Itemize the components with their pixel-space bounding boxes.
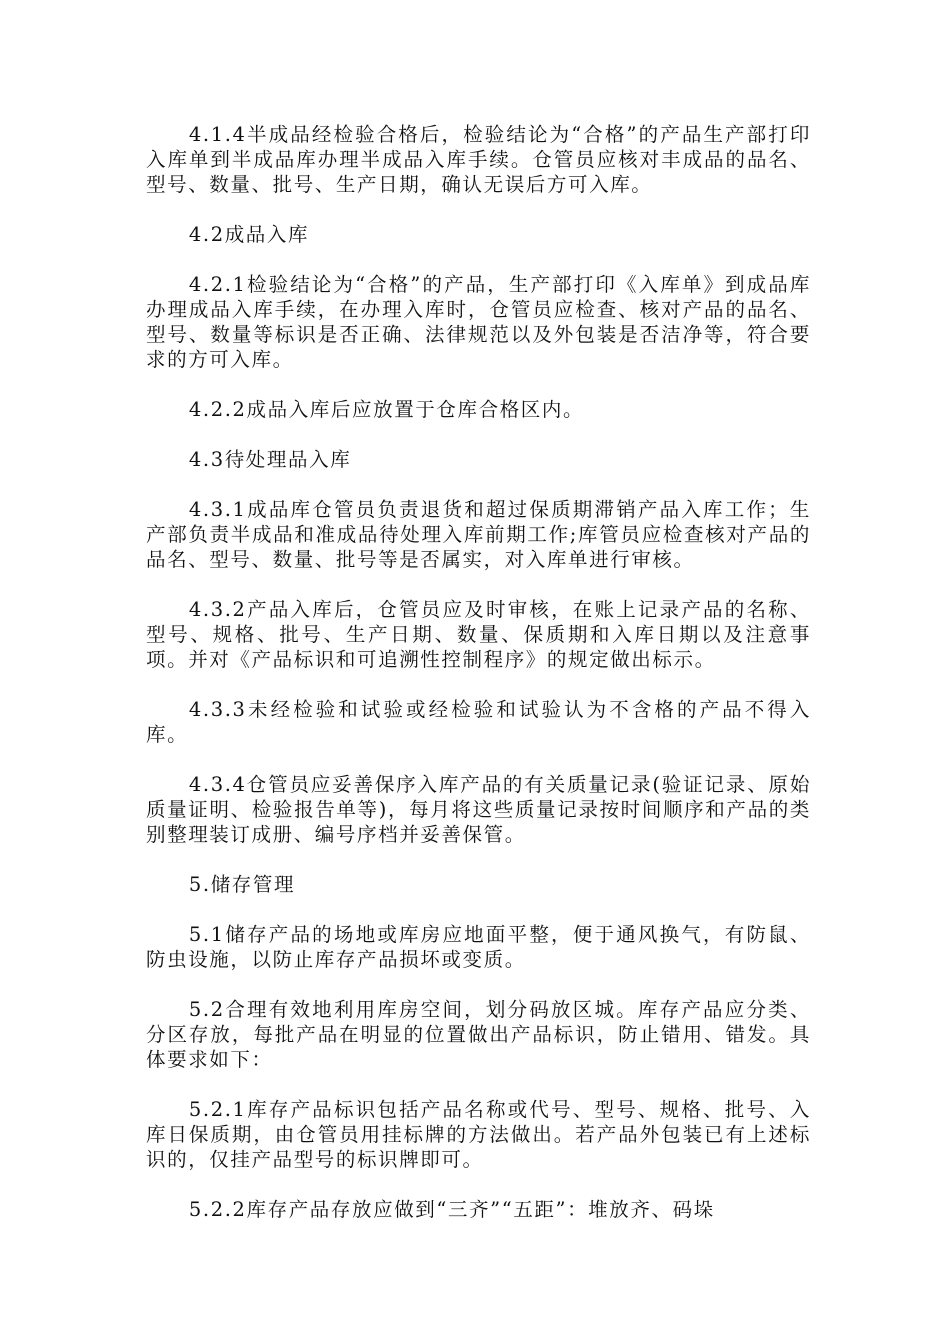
paragraph-5-2-2: 5.2.2库存产品存放应做到“三齐”“五距”：堆放齐、码垛 — [188, 1198, 715, 1221]
section-heading-4-2: 4.2成品入库 — [188, 223, 310, 246]
paragraph-4-3-2: 4.3.2产品入库后，仓管员应及时审核，在账上记录产品的名称、型号、规格、批号、生产日期、数量、保质期和入库日期以及注意事项。并对《产品标识和可追溯性控制程序》的规定做出标示。 — [146, 598, 811, 671]
paragraph-4-1-4: 4.1.4半成品经检验合格后，检验结论为“合格”的产品生产部打印入库单到半成品库办理半成品入库手续。仓管员应核对丰成品的品名、型号、数量、批号、生产日期，确认无误后方可入库。 — [146, 123, 811, 196]
section-heading-5: 5.储存管理 — [188, 873, 296, 896]
paragraph-4-2-1: 4.2.1检验结论为“合格”的产品，生产部打印《入库单》到成品库办理成品入库手续，在办理入库时，仓管员应检查、核对产品的品名、型号、数量等标识是否正确、法律规范以及外包装是否洁净等，符合要求的方可入库。 — [146, 273, 811, 371]
section-heading-4-3: 4.3待处理品入库 — [188, 448, 352, 471]
paragraph-5-1: 5.1储存产品的场地或库房应地面平整，便于通风换气，有防鼠、防虫设施，以防止库存产品损坏或变质。 — [146, 923, 811, 971]
paragraph-5-2-1: 5.2.1库存产品标识包括产品名称或代号、型号、规格、批号、入库日保质期，由仓管员用挂标牌的方法做出。若产品外包装已有上述标识的，仅挂产品型号的标识牌即可。 — [146, 1098, 811, 1171]
paragraph-4-3-3: 4.3.3未经检验和试验或经检验和试验认为不含格的产品不得入库。 — [146, 698, 811, 746]
paragraph-4-2-2: 4.2.2成品入库后应放置于仓库合格区内。 — [188, 398, 585, 421]
paragraph-4-3-1: 4.3.1成品库仓管员负责退货和超过保质期滞销产品入库工作；生产部负责半成品和准成品待处理入库前期工作;库管员应检查核对产品的品名、型号、数量、批号等是否属实，对入库单进行审核。 — [146, 498, 811, 571]
paragraph-4-3-4: 4.3.4仓管员应妥善保序入库产品的有关质量记录(验证记录、原始质量证明、检验报告单等)，每月将这些质量记录按时间顺序和产品的类别整理装订成册、编号序档并妥善保管。 — [146, 773, 811, 846]
document-body — [146, 122, 811, 1247]
paragraph-5-2: 5.2合理有效地利用库房空间，划分码放区城。库存产品应分类、分区存放，每批产品在明显的位置做出产品标识，防止错用、错发。具体要求如下： — [146, 998, 811, 1071]
